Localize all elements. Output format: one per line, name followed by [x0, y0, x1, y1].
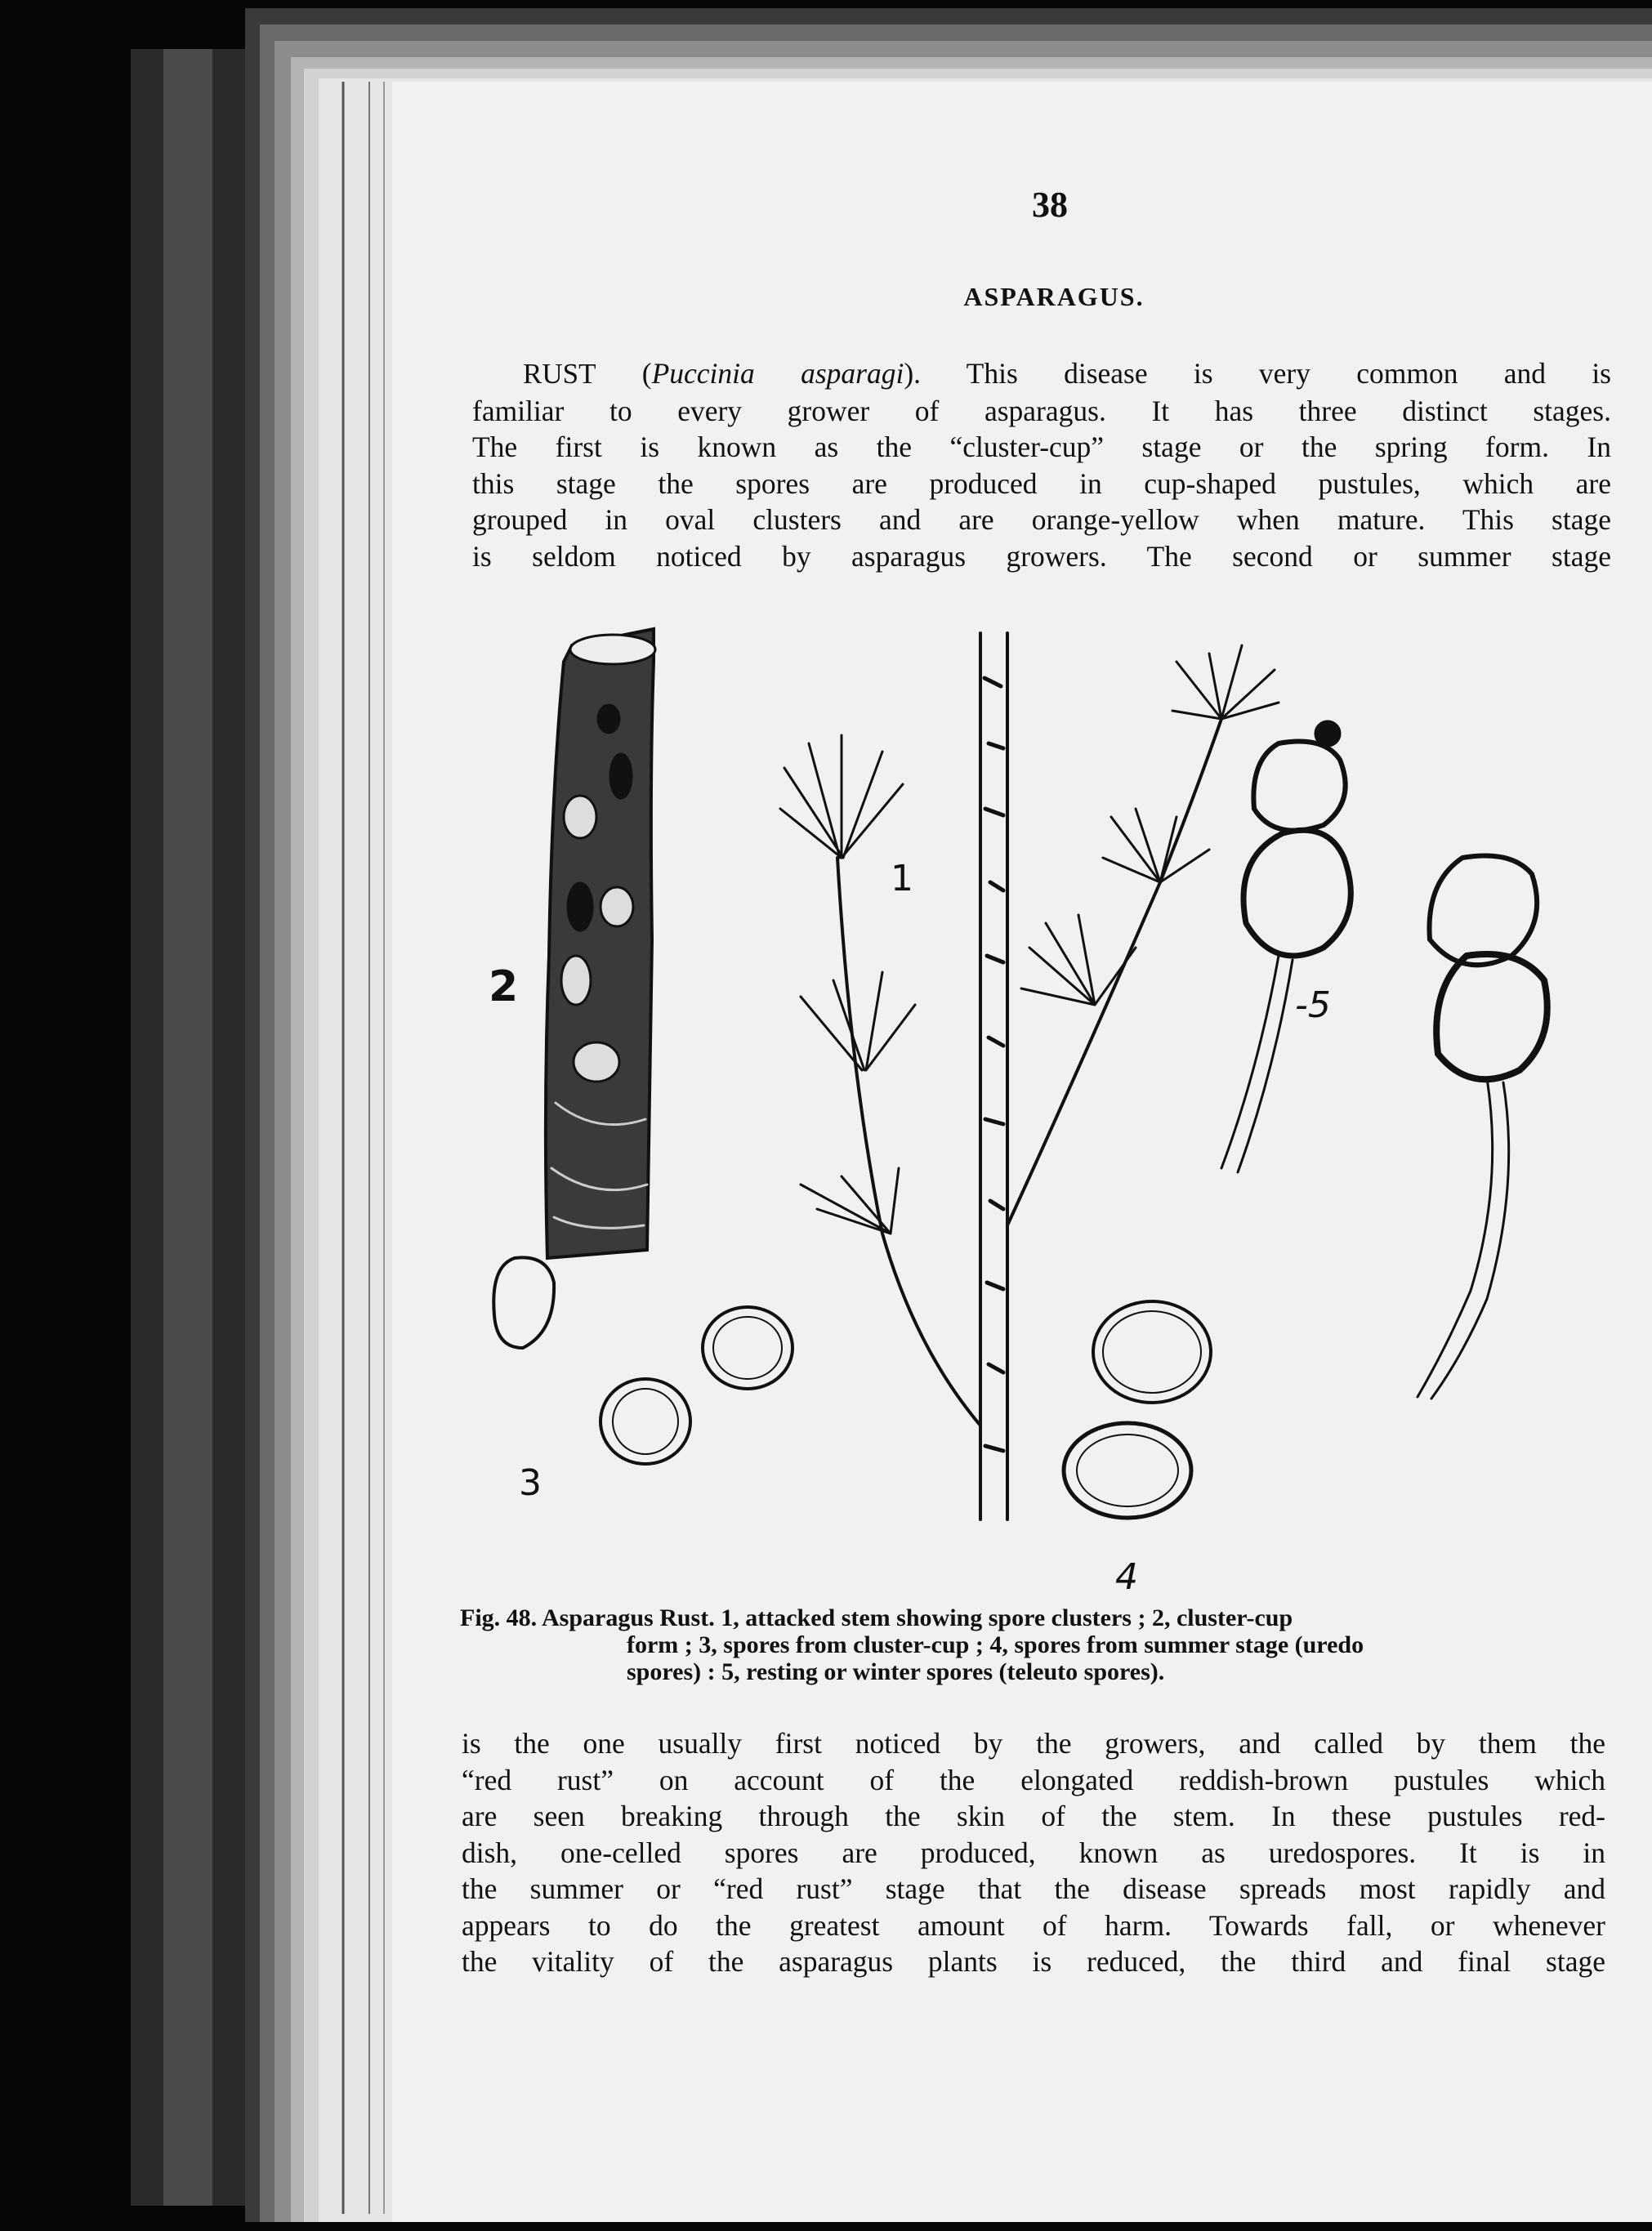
figure-label-4: 4 [1115, 1556, 1138, 1598]
page-number: 38 [1032, 185, 1068, 225]
figure-48-illustration [458, 613, 1618, 1601]
figure-label-2: 2 [489, 962, 519, 1011]
paragraph-line: familiar to every grower of asparagus. It has three distinct stages. [472, 394, 1611, 427]
paragraph-red-rust [462, 1725, 1605, 1980]
paragraph-line: is the one usually first noticed by the growers, and called by them the [462, 1727, 1605, 1760]
line-text: ). This disease is very common and is [904, 357, 1611, 390]
paragraph-line: dish, one-celled spores are produced, known as uredospores. It is in [462, 1836, 1605, 1869]
figure-label-5: -5 [1295, 984, 1331, 1026]
figure-label-3: 3 [519, 1462, 542, 1504]
figure-label-1: 1 [891, 858, 913, 899]
stem-fragment-drawing [546, 629, 655, 1258]
paragraph-rust-intro [472, 355, 1611, 574]
caption-line: spores) : 5, resting or winter spores (teleuto spores). [627, 1658, 1165, 1685]
caption-line: form ; 3, spores from cluster-cup ; 4, spores from summer stage (uredo [627, 1631, 1364, 1658]
cluster-cup-spores-drawing [493, 1257, 793, 1464]
paragraph-line: is seldom noticed by asparagus growers. The second or summer stage [472, 539, 1611, 573]
section-heading: ASPARAGUS. [963, 282, 1145, 311]
paragraph-line: the vitality of the asparagus plants is reduced, the third and final stage [462, 1945, 1605, 1978]
paragraph-line: “red rust” on account of the elongated reddish-brown pustules which [462, 1763, 1605, 1796]
figure-caption [460, 1604, 1604, 1685]
paragraph-line: The first is known as the “cluster-cup” stage or the spring form. In [472, 431, 1611, 463]
paragraph-line: the summer or “red rust” stage that the disease spreads most rapidly and [462, 1872, 1605, 1905]
teleuto-spore-drawing [1221, 721, 1547, 1399]
caption-line: Fig. 48. Asparagus Rust. 1, attacked stem showing spore clusters ; 2, cluster-cup [460, 1604, 1293, 1631]
paragraph-line: are seen breaking through the skin of the stem. In these pustules red- [462, 1800, 1605, 1832]
paragraph-line: this stage the spores are produced in cup-shaped pustules, which are [472, 466, 1611, 500]
paragraph-line: RUST (Puccinia asparagi). This disease is very common and is [523, 357, 1611, 390]
lead-word: RUST [523, 358, 596, 390]
paragraph-line: grouped in oval clusters and are orange-yellow when mature. This stage [472, 503, 1611, 536]
uredo-spores-drawing [1064, 1301, 1211, 1518]
species-name: Puccinia asparagi [651, 357, 904, 390]
paragraph-line: appears to do the greatest amount of harm. Towards fall, or whenever [462, 1908, 1605, 1942]
